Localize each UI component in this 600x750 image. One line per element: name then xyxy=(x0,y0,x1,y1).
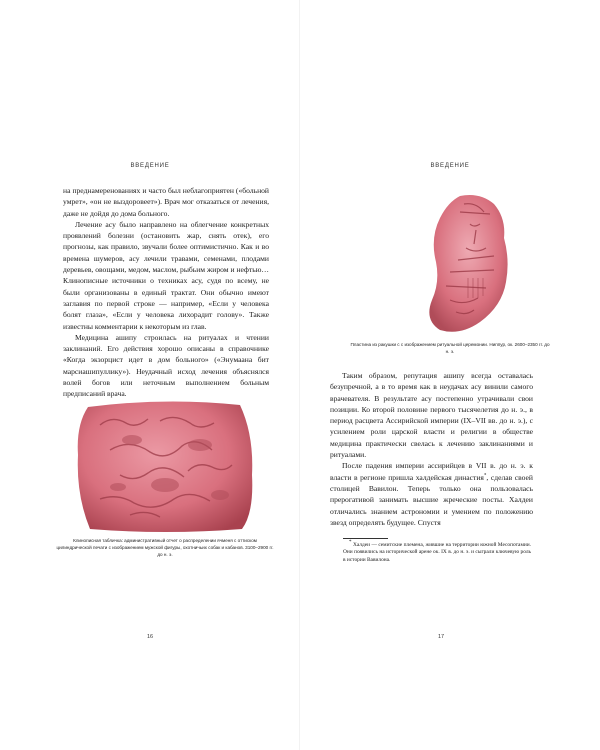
page-number: 17 xyxy=(438,634,445,640)
body-text xyxy=(63,185,269,400)
footnote-divider xyxy=(343,538,388,539)
right-page xyxy=(300,0,600,750)
paragraph-part: После падения империи ассирийцев в VII в. до н. э. к власти в регионе пришла халдейская династия xyxy=(330,461,533,482)
paragraph: на преднамеренованиях и часто был неблагоприятен («больной умрет», «он не выздоровеет»). Врач мог отказаться от лечения, даже не дойдя до дома больного. xyxy=(63,186,269,218)
paragraph xyxy=(330,460,533,528)
paragraph: Медицина ашипу строилась на ритуалах и чтении заклинаний. Его действия хорошо описаны в справочнике «Когда экзорцист идет в дом больного» («Энумаана бит марсиашипуллику»). Неудачный исход лечения объяснялся волей богов или неточным выполнением больным предписаний врача. xyxy=(63,332,269,399)
cuneiform-tablet-image xyxy=(70,395,260,535)
paragraph: Таким образом, репутация ашипу всегда оставалась безупречной, а в то время как в неудачах асу винили самого врачевателя. В результате асу постепенно утрачивали свои позиции. Ко второй половине первого тысячелетия до н. э., в период расцвета Ассирийской империи (IX–VII вв. до н. э.), с усилением роли царской власти и религии в обществе медицина практически свелась к лечению заклинаниями и ритуалами. xyxy=(330,371,533,460)
figure-caption: Пластина из ракушки с с изображением ритуальной церемонии. Ниппур, ок. 2600–2350 гг. до н. э. xyxy=(350,342,550,354)
shell-plaque-image xyxy=(410,190,530,340)
figure-caption: Клинописная табличка: административный отчет о распределении ячменя с оттиском цилиндрической печати с изображением мужской фигуры, охотничьих собак и кабанов. 3100–2900 гг. до н. э. xyxy=(56,538,274,557)
body-text xyxy=(330,370,533,528)
running-head: ВВЕДЕНИЕ xyxy=(130,163,170,169)
running-head: ВВЕДЕНИЕ xyxy=(430,163,470,169)
paragraph: Лечение асу было направлено на облегчение конкретных проявлений болезни (остановить жар, снять отек), его прогнозы, как правило, звучали более оптимистично. Как и во времена шумеров, асу лечили травами, семенами, плодами деревьев, овощами, медом, маслом, рыбьим жиром и нефтью… Клинописные источники о техниках асу, судя по всему, не были организованы в единый трактат. Они обычно имеют заглавия по первой строке — например, «Если у человека болят глаза», «Если у человека лихорадит голову». Также известны комментарии к некоторым из глав. xyxy=(63,219,269,331)
footnote xyxy=(343,542,531,564)
footnote-marker: * xyxy=(483,473,487,479)
paragraph-part: , сделав своей столицей Вавилон. Теперь только она пользовалась прерогативой занимать высшие жреческие посты. Халдеи отличались знанием астрономии и умением по положению звезд определять будущее. Спустя xyxy=(330,472,533,527)
page-number: 16 xyxy=(146,634,154,640)
footnote-text: Халдеи — семитские племена, жившие на территории южной Месопотамии. Они появились на исторической арене ок. IX в. до н. э. и сыграли ключевую роль в истории Вавилона. xyxy=(343,542,531,563)
footnote-marker: * xyxy=(349,540,352,546)
